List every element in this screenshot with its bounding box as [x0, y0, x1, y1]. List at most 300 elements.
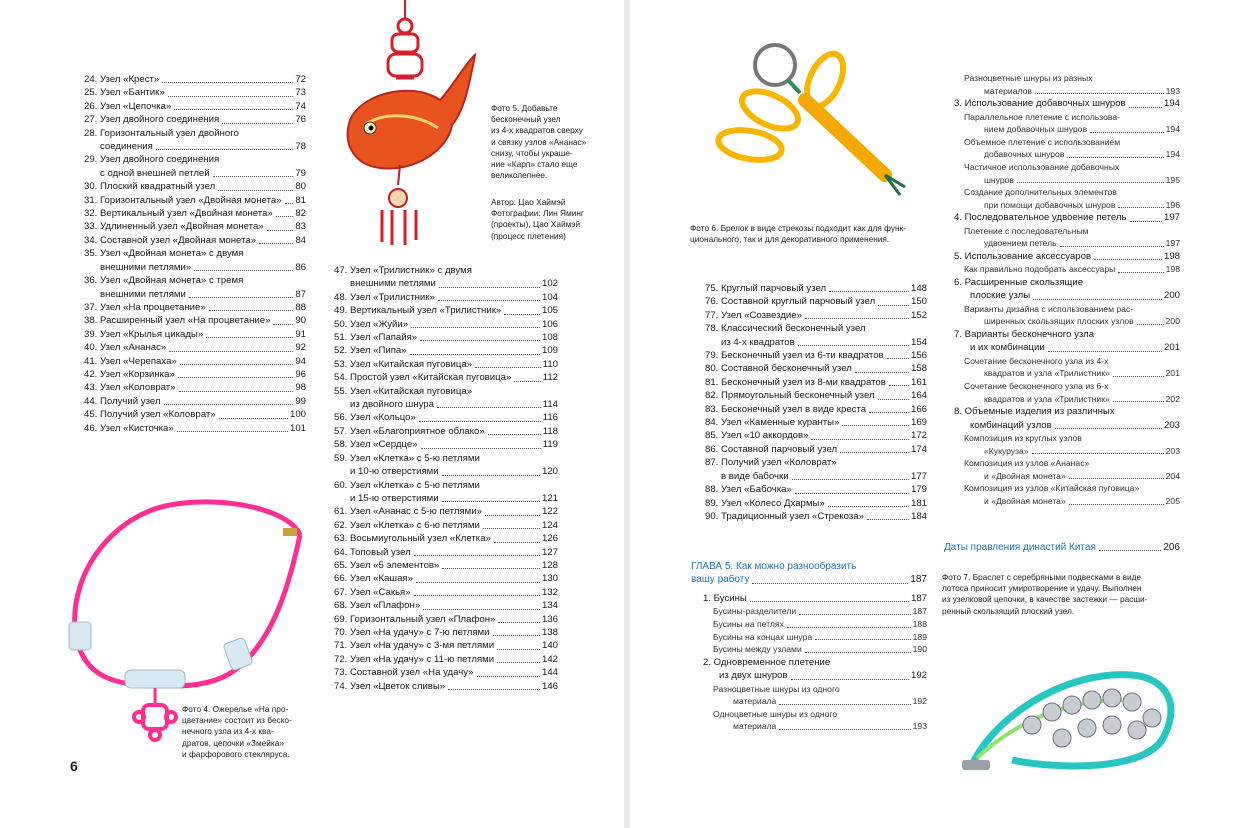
- page-number: 6: [70, 758, 78, 774]
- leader-dots: [177, 431, 288, 432]
- toc-entry-page: 78: [295, 141, 306, 153]
- toc-entry-title: нием добавочных шнуров: [984, 124, 1088, 135]
- toc-entry-title: 7. Варианты бесконечного узла: [954, 328, 1095, 340]
- toc-entry-title: 72. Узел «На удачу» с 11-ю петлями: [334, 653, 495, 665]
- leader-dots: [795, 493, 909, 494]
- toc-entry: [705, 362, 927, 375]
- toc-entry: [705, 389, 927, 402]
- toc-entry: [703, 708, 927, 721]
- toc-entry-page: 132: [541, 586, 558, 598]
- leader-dots: [276, 216, 294, 217]
- toc-entry: [84, 341, 306, 354]
- leader-dots: [504, 314, 540, 315]
- toc-entry-page: 194: [1165, 149, 1180, 160]
- toc-entry-title: 82. Прямоугольный бесконечный узел: [705, 390, 875, 402]
- toc-entry: [954, 111, 1180, 124]
- toc-entry: [954, 445, 1180, 458]
- toc-entry: [334, 505, 558, 518]
- toc-entry-title: 62. Узел «Клетка» с 6-ю петлями: [334, 519, 480, 531]
- leader-dots: [416, 582, 540, 583]
- toc-entry-title: 2. Одновременное плетение: [703, 656, 831, 668]
- toc-entry: [84, 328, 306, 341]
- toc-entry: [334, 318, 558, 331]
- toc-entry: [954, 328, 1180, 341]
- toc-column-1: [84, 73, 306, 435]
- toc-entry-title: 73. Составной узел «На удачу»: [334, 667, 474, 679]
- toc-entry-title: 76. Составной круглый парчовый узел: [705, 296, 876, 308]
- toc-entry-page: 161: [910, 376, 927, 388]
- toc-entry-page: 73: [295, 87, 306, 99]
- right-page: [630, 0, 1253, 828]
- toc-entry-title: квадратов и узла «Трилистник»: [984, 393, 1110, 404]
- toc-entry: [705, 483, 927, 496]
- toc-entry-page: 181: [910, 497, 927, 509]
- toc-entry: [84, 301, 306, 314]
- leader-dots: [779, 729, 910, 730]
- toc-entry-title: 39. Узел «Крылья цикады»: [84, 328, 204, 340]
- toc-entry: [334, 599, 558, 612]
- leader-dots: [1017, 182, 1164, 183]
- toc-entry: [954, 136, 1180, 149]
- toc-entry-page: 194: [1165, 124, 1180, 135]
- leader-dots: [179, 391, 294, 392]
- toc-entry: [84, 288, 306, 301]
- toc-entry: [954, 341, 1180, 354]
- toc-entry: [954, 123, 1180, 136]
- leader-dots: [887, 358, 909, 359]
- toc-entry-page: 174: [910, 443, 927, 455]
- toc-entry-title: материалов: [984, 85, 1032, 96]
- toc-entry: [334, 626, 558, 639]
- leader-dots: [1130, 221, 1162, 222]
- toc-entry: [334, 304, 558, 317]
- toc-entry-title: «Кукуруза»: [984, 445, 1029, 456]
- leader-dots: [1137, 324, 1164, 325]
- leader-dots: [1090, 132, 1164, 133]
- toc-entry: [705, 429, 927, 442]
- photo5-caption: Фото 5. Добавьте бесконечный узел из 4-х квадратов сверху и связку узлов «Ананас» снизу, чтобы украше- ние «Карп» стало еще великолепнее.: [491, 103, 587, 181]
- toc-entry-title: 80. Составной бесконечный узел: [705, 363, 852, 375]
- leader-dots: [805, 652, 911, 653]
- toc-entry-page: 198: [1165, 264, 1180, 275]
- toc-entry-title: при помощи добавочных шнуров: [984, 199, 1116, 210]
- toc-entry-page: 200: [1163, 290, 1180, 302]
- toc-entry: [705, 456, 927, 469]
- toc-entry-page: 166: [910, 403, 927, 415]
- toc-entry-title: Композиция из узлов «Ананас»: [964, 458, 1090, 469]
- toc-entry-title: 50. Узел «Жуйи»: [334, 318, 409, 330]
- toc-entry: [84, 153, 306, 166]
- toc-entry-page: 194: [1163, 98, 1180, 110]
- toc-entry-title: Частичное использование добавочных: [964, 161, 1120, 172]
- chapter-5-page: 187: [910, 574, 927, 586]
- toc-entry-title: 32. Вертикальный узел «Двойная монета»: [84, 208, 273, 220]
- dragonfly-keychain-image: [710, 35, 940, 205]
- leader-dots: [1069, 478, 1164, 479]
- leader-dots: [414, 555, 540, 556]
- toc-entry: [334, 291, 558, 304]
- toc-entry-title: плоские узлы: [970, 290, 1031, 302]
- toc-entry-title: с одной внешней петлей: [100, 167, 210, 179]
- toc-entry: [954, 174, 1180, 187]
- toc-entry: [334, 666, 558, 679]
- toc-entry-title: из 4-х квадратов: [721, 336, 795, 348]
- leader-dots: [442, 501, 540, 502]
- toc-entry-title: 74. Узел «Цветок сливы»: [334, 680, 446, 692]
- toc-entry: [84, 194, 306, 207]
- toc-entry: [705, 470, 927, 483]
- toc-entry-title: квадратов и узла «Трилистник»: [984, 368, 1110, 379]
- toc-entry-title: внешними петлями: [100, 288, 186, 300]
- toc-entry: [705, 403, 927, 416]
- toc-entry: [703, 631, 927, 644]
- leader-dots: [1035, 93, 1164, 94]
- toc-entry-page: 82: [295, 208, 306, 220]
- toc-entry-page: 152: [910, 309, 927, 321]
- toc-entry-page: 118: [542, 425, 558, 437]
- toc-entry: [334, 572, 558, 585]
- toc-entry-title: 6. Расширенные скользящие: [954, 276, 1084, 288]
- toc-entry: [84, 355, 306, 368]
- toc-entry-title: 85. Узел «10 аккордов»: [705, 430, 809, 442]
- toc-entry-page: 105: [541, 305, 558, 317]
- toc-entry-title: 66. Узел «Кашая»: [334, 573, 413, 585]
- leader-dots: [411, 327, 540, 328]
- toc-entry-page: 126: [541, 533, 558, 545]
- leader-dots: [1094, 259, 1162, 260]
- toc-entry: [703, 618, 927, 631]
- chapter-5-title-line2: вашу работу: [691, 574, 750, 586]
- toc-column-4: [954, 72, 1180, 508]
- toc-entry-title: 26. Узел «Цепочка»: [84, 100, 172, 112]
- toc-entry: [334, 559, 558, 572]
- toc-entry-page: 146: [541, 680, 558, 692]
- left-page: [0, 0, 624, 828]
- toc-entry: [954, 237, 1180, 250]
- toc-entry-title: 79. Бесконечный узел из 6-ти квадратов: [705, 350, 884, 362]
- leader-dots: [1055, 428, 1162, 429]
- photo6-caption: Фото 6. Брелок в виде стрекозы подходит как для функ- ционального, так и для декоративного применения.: [690, 223, 907, 245]
- toc-entry: [703, 643, 927, 656]
- toc-entry: [954, 380, 1180, 393]
- leader-dots: [285, 203, 294, 204]
- toc-entry-page: 110: [542, 358, 558, 370]
- toc-entry-page: 150: [910, 296, 927, 308]
- toc-entry: [334, 492, 558, 505]
- leader-dots: [448, 689, 540, 690]
- toc-entry-title: 38. Расширенный узел «На процветание»: [84, 315, 271, 327]
- toc-entry-title: 87. Получий узел «Коловрат»: [705, 457, 837, 469]
- toc-entry-page: 204: [1165, 470, 1180, 481]
- toc-entry-title: 75. Круглый парчовый узел: [705, 283, 827, 294]
- toc-entry: [954, 97, 1180, 110]
- toc-entry: [334, 653, 558, 666]
- toc-entry-title: Создание дополнительных элементов: [964, 187, 1117, 198]
- leader-dots: [273, 324, 293, 325]
- leader-dots: [419, 421, 541, 422]
- leader-dots: [1118, 207, 1163, 208]
- toc-entry: [954, 276, 1180, 289]
- toc-entry: [954, 457, 1180, 470]
- toc-entry-page: 172: [910, 430, 927, 442]
- toc-entry: [705, 295, 927, 308]
- toc-entry-title: из двух шнуров: [719, 670, 788, 682]
- toc-entry: [954, 393, 1180, 406]
- toc-entry-page: 81: [295, 194, 306, 206]
- toc-entry-page: 108: [541, 332, 558, 344]
- toc-entry-page: 205: [1165, 495, 1180, 506]
- toc-entry-page: 197: [1165, 238, 1180, 249]
- toc-entry-title: 57. Узел «Благоприятное облако»: [334, 425, 485, 437]
- leader-dots: [410, 354, 540, 355]
- leader-dots: [477, 676, 540, 677]
- toc-entry: [84, 247, 306, 260]
- toc-entry-page: 99: [295, 395, 306, 407]
- toc-entry-title: 63. Восьмиугольный узел «Клетка»: [334, 533, 491, 545]
- toc-entry: [334, 532, 558, 545]
- leader-dots: [162, 82, 293, 83]
- toc-entry: [334, 519, 558, 532]
- toc-entry-title: и 10-ю отверстиями: [350, 466, 439, 478]
- leader-dots: [497, 649, 540, 650]
- toc-entry: [334, 264, 558, 277]
- toc-entry-title: соединения: [100, 141, 153, 153]
- toc-entry: [954, 367, 1180, 380]
- toc-entry-page: 91: [295, 328, 306, 340]
- leader-dots: [842, 425, 909, 426]
- toc-entry-page: 136: [541, 613, 558, 625]
- toc-entry: [954, 303, 1180, 316]
- toc-entry-page: 148: [910, 283, 927, 294]
- toc-entry-title: 33. Удлиненный узел «Двойная монета»: [84, 221, 264, 233]
- toc-entry-title: 86. Составной парчовый узел: [705, 443, 838, 455]
- leader-dots: [209, 310, 294, 311]
- toc-entry-title: 44. Получий узел: [84, 395, 161, 407]
- toc-column-3: [705, 282, 927, 523]
- toc-entry-title: внешними петлями»: [100, 261, 192, 273]
- toc-entry-page: 184: [910, 510, 927, 522]
- toc-entry-page: 154: [910, 336, 927, 348]
- leader-dots: [169, 351, 293, 352]
- toc-entry-title: добавочных шнуров: [984, 149, 1065, 160]
- leader-dots: [815, 639, 911, 640]
- leader-dots: [514, 381, 540, 382]
- toc-entry: [954, 250, 1180, 263]
- toc-entry: [705, 376, 927, 389]
- toc-entry-page: 94: [295, 355, 306, 367]
- toc-entry: [334, 479, 558, 492]
- leader-dots: [213, 176, 294, 177]
- toc-entry-title: ширенных скользящих плоских узлов: [984, 316, 1134, 327]
- toc-entry: [703, 592, 927, 605]
- toc-entry: [703, 669, 927, 682]
- leader-dots: [1067, 157, 1163, 158]
- toc-entry-title: 46. Узел «Кисточка»: [84, 422, 174, 434]
- toc-entry-page: 140: [541, 640, 558, 652]
- toc-entry-title: 40. Узел «Ананас»: [84, 342, 167, 354]
- toc-entry-title: 65. Узел «5 элементов»: [334, 559, 440, 571]
- toc-entry-page: 201: [1163, 342, 1180, 354]
- toc-entry-page: 92: [295, 342, 306, 354]
- toc-entry-page: 83: [295, 221, 306, 233]
- toc-entry-title: 55. Узел «Китайская пуговица»: [334, 385, 473, 397]
- leader-dots: [421, 448, 541, 449]
- toc-entry-page: 76: [295, 114, 306, 126]
- toc-entry: [334, 546, 558, 559]
- toc-entry-title: Бусины на концах шнура: [713, 631, 813, 642]
- toc-entry: [334, 425, 558, 438]
- toc-entry-title: 71. Узел «На удачу» с 3-мя петлями: [334, 640, 495, 652]
- toc-entry-title: Композиция из круглых узлов: [964, 432, 1082, 443]
- toc-entry-title: 88. Узел «Бабочка»: [705, 484, 792, 496]
- toc-entry-page: 80: [295, 181, 306, 193]
- toc-entry-title: материала: [733, 721, 777, 732]
- toc-entry: [954, 470, 1180, 483]
- toc-entry-page: 101: [289, 422, 306, 434]
- toc-entry-page: 179: [910, 484, 927, 496]
- toc-entry-title: 37. Узел «На процветание»: [84, 301, 206, 313]
- leader-dots: [792, 479, 909, 480]
- toc-entry: [334, 680, 558, 693]
- toc-entry-page: 203: [1165, 445, 1180, 456]
- toc-entry-page: 122: [541, 506, 558, 518]
- leader-dots: [1113, 401, 1164, 402]
- toc-entry: [334, 398, 558, 411]
- toc-entry-page: 164: [910, 390, 927, 402]
- toc-entry-page: 200: [1165, 316, 1180, 327]
- toc-entry-title: 53. Узел «Китайская пуговица»: [334, 358, 473, 370]
- toc-entry-title: 31. Горизонтальный узел «Двойная монета»: [84, 194, 282, 206]
- toc-entry-title: 28. Горизонтальный узел двойного: [84, 127, 239, 139]
- toc-entry-title: 41. Узел «Черепаха»: [84, 355, 177, 367]
- toc-entry-title: материала: [733, 696, 777, 707]
- toc-entry-title: Параллельное плетение с использова-: [964, 111, 1120, 122]
- toc-entry-page: 84: [295, 234, 306, 246]
- leader-dots: [799, 614, 910, 615]
- leader-dots: [1033, 299, 1162, 300]
- toc-entry: [84, 408, 306, 421]
- toc-entry-title: 58. Узел «Сердце»: [334, 439, 418, 451]
- leader-dots: [878, 399, 909, 400]
- toc-entry-page: 193: [912, 721, 927, 732]
- toc-entry-title: в виде бабочки: [721, 470, 789, 482]
- toc-entry: [954, 199, 1180, 212]
- toc-entry: [84, 127, 306, 140]
- leader-dots: [178, 377, 294, 378]
- toc-entry: [954, 405, 1180, 418]
- toc-entry-page: 90: [295, 315, 306, 327]
- toc-entry-title: 34. Составной узел «Двойная монета»: [84, 234, 257, 246]
- leader-dots: [483, 528, 540, 529]
- leader-dots: [497, 662, 540, 663]
- chapter-5-title-line1: ГЛАВА 5. Как можно разнообразить: [691, 561, 857, 572]
- chapter-5-heading: [691, 560, 927, 587]
- carp-ornament-image: [330, 0, 480, 250]
- toc-entry-page: 197: [1163, 212, 1180, 224]
- toc-entry: [954, 263, 1180, 276]
- leader-dots: [174, 109, 293, 110]
- toc-entry-page: 203: [1163, 419, 1180, 431]
- toc-entry: [84, 234, 306, 247]
- toc-entry-title: 84. Узел «Каменные куранты»: [705, 417, 840, 429]
- leader-dots: [494, 542, 540, 543]
- toc-entry-page: 112: [542, 372, 558, 384]
- leader-dots: [828, 506, 909, 507]
- leader-dots: [1060, 246, 1164, 247]
- toc-entry-page: 86: [295, 261, 306, 273]
- leader-dots: [439, 287, 540, 288]
- leader-dots: [1118, 272, 1163, 273]
- toc-entry: [334, 452, 558, 465]
- toc-entry-title: 4. Последовательное удвоение петель: [954, 212, 1127, 224]
- toc-entry: [705, 309, 927, 322]
- toc-entry: [84, 395, 306, 408]
- toc-entry-title: 42. Узел «Корзинка»: [84, 368, 175, 380]
- toc-entry-title: и их комбинации: [970, 342, 1045, 354]
- toc-entry: [954, 225, 1180, 238]
- toc-entry-page: 189: [912, 631, 927, 642]
- leader-dots: [485, 515, 540, 516]
- toc-entry-title: и «Двойная монета»: [984, 495, 1066, 506]
- toc-entry: [84, 381, 306, 394]
- toc-entry-title: 43. Узел «Коловрат»: [84, 382, 176, 394]
- toc-entry: [84, 73, 306, 86]
- toc-entry: [705, 497, 927, 510]
- toc-entry-title: 90. Традиционный узел «Стрекоза»: [705, 510, 864, 522]
- toc-entry-page: 104: [541, 291, 558, 303]
- toc-entry: [334, 277, 558, 290]
- toc-entry-title: 25. Узел «Бантик»: [84, 87, 165, 99]
- toc-entry: [334, 586, 558, 599]
- leader-dots: [889, 385, 909, 386]
- toc-entry-title: 78. Классический бесконечный узел: [705, 323, 866, 335]
- toc-entry: [705, 349, 927, 362]
- toc-entry-title: Разноцветные шнуры из разных: [964, 73, 1093, 83]
- toc-entry-page: 187: [912, 606, 927, 617]
- toc-entry-title: 54. Простой узел «Китайская пуговица»: [334, 372, 512, 384]
- leader-dots: [267, 230, 294, 231]
- toc-entry-title: Одноцветные шнуры из одного: [713, 708, 838, 719]
- toc-entry: [84, 314, 306, 327]
- toc-entry: [84, 167, 306, 180]
- toc-entry: [84, 180, 306, 193]
- toc-entry-page: 120: [541, 466, 558, 478]
- leader-dots: [779, 704, 910, 705]
- toc-entry-title: 45. Получий узел «Коловрат»: [84, 409, 216, 421]
- toc-entry: [954, 419, 1180, 432]
- toc-entry-page: 138: [541, 626, 558, 638]
- toc-entry-title: 48. Узел «Трилистник»: [334, 291, 435, 303]
- leader-dots: [805, 318, 909, 319]
- toc-entry-page: 74: [295, 100, 306, 112]
- toc-entry: [334, 438, 558, 451]
- photo4-caption: Фото 4. Ожерелье «На про- цветание» состоит из беско- нечного узла из 4-х ква- дратов, цепочки «Змейка» и фарфорового стеклярyса.: [182, 704, 292, 759]
- toc-entry-page: 116: [542, 412, 558, 424]
- toc-entry-title: 52. Узел «Пипа»: [334, 345, 407, 357]
- toc-entry-title: 1. Бусины: [703, 593, 747, 604]
- leader-dots: [168, 96, 294, 97]
- toc-entry-title: 36. Узел «Двойная монета» с тремя: [84, 275, 244, 287]
- toc-entry: [954, 72, 1180, 85]
- leader-dots: [1113, 376, 1164, 377]
- toc-entry: [334, 331, 558, 344]
- leader-dots: [840, 452, 909, 453]
- toc-entry-title: 29. Узел двойного соединения: [84, 154, 220, 166]
- toc-entry-page: 193: [1165, 85, 1180, 96]
- leader-dots: [218, 190, 293, 191]
- toc-entry-title: 5. Использование аксессуаров: [954, 250, 1092, 262]
- toc-entry-title: 89. Узел «Колесо Дхармы»: [705, 497, 825, 509]
